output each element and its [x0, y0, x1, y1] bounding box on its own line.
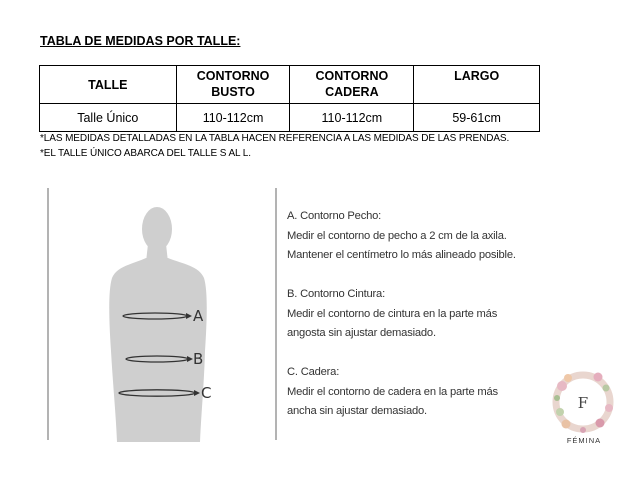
logo-letter: F — [577, 394, 589, 412]
table-row — [40, 104, 540, 132]
cell-largo: 59-61cm — [414, 104, 540, 132]
measurement-instructions — [287, 207, 516, 441]
instruction-chest: A. Contorno Pecho: Medir el contorno de pecho a 2 cm de la axila. Mantener el centímetro lo más alineado posible. — [287, 210, 516, 261]
cell-cadera: 110-112cm — [290, 104, 414, 132]
instruction-waist: B. Contorno Cintura: Medir el contorno de cintura en la parte más angosta sin ajustar demasiado. — [287, 288, 498, 339]
body-measurement-diagram — [47, 186, 277, 442]
size-table — [39, 65, 540, 132]
table-header-row — [40, 66, 540, 104]
header-contorno-cadera: CONTORNO CADERA — [290, 66, 414, 104]
note-size-range: *EL TALLE ÚNICO ABARCA DEL TALLE S AL L. — [40, 148, 251, 159]
header-contorno-busto: CONTORNO BUSTO — [176, 66, 290, 104]
header-talle: TALLE — [40, 66, 177, 104]
note-measures: *LAS MEDIDAS DETALLADAS EN LA TABLA HACEN REFERENCIA A LAS MEDIDAS DE LAS PRENDAS. — [40, 133, 510, 144]
notes — [40, 131, 509, 161]
cell-busto: 110-112cm — [176, 104, 290, 132]
brand-name: FÉMINA — [566, 436, 602, 445]
header-largo: LARGO — [414, 66, 540, 104]
instruction-hip: C. Cadera: Medir el contorno de cadera en la parte más ancha sin ajustar demasiado. — [287, 366, 498, 417]
cell-talle: Talle Único — [40, 104, 177, 132]
label-b: B — [193, 350, 204, 368]
page-title: TABLA DE MEDIDAS POR TALLE: — [40, 34, 241, 48]
label-c: C — [201, 384, 212, 402]
label-a: A — [193, 307, 204, 325]
